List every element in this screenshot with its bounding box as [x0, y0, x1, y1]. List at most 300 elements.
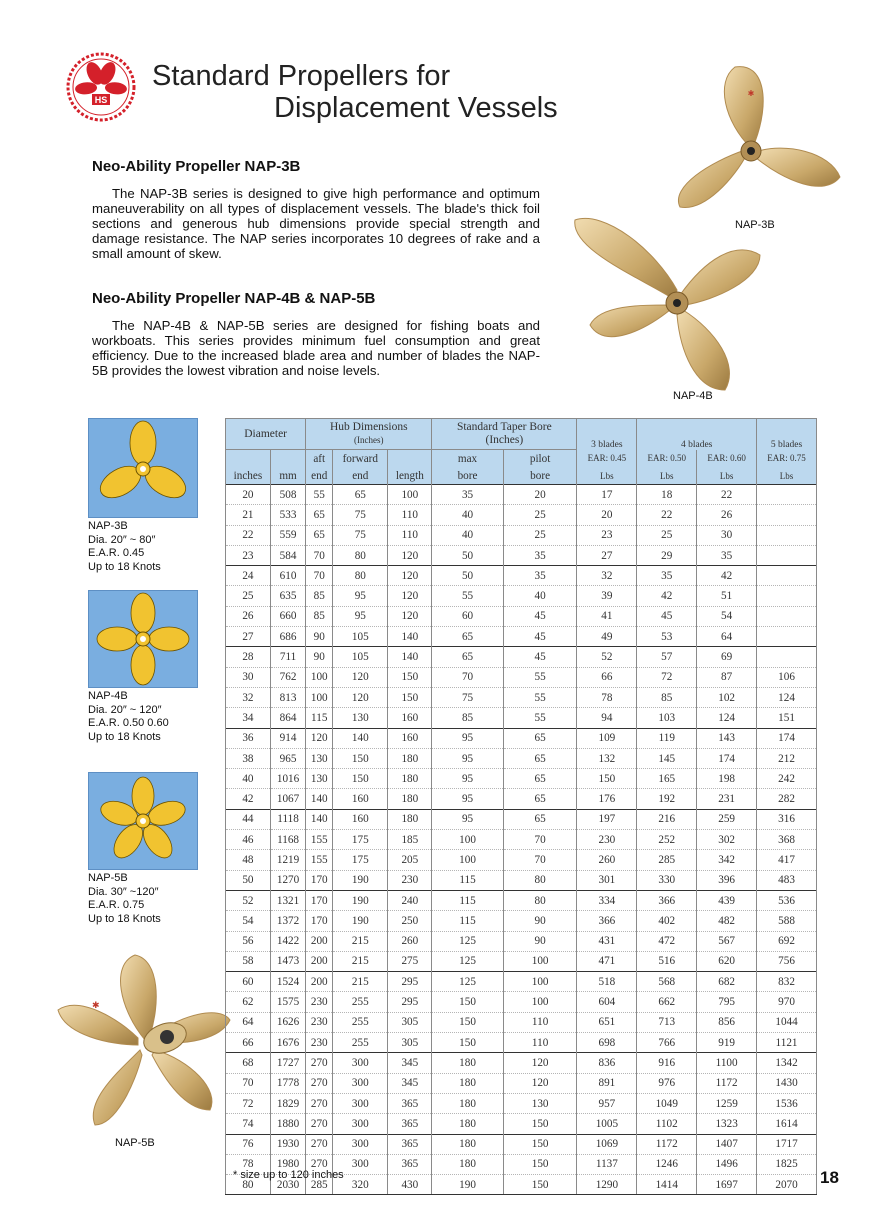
table-cell: 242 — [757, 769, 817, 789]
table-cell: 25 — [503, 505, 577, 525]
nap3b-blade-diagram — [88, 418, 198, 518]
table-cell: 64 — [226, 1012, 271, 1032]
table-cell: 124 — [757, 687, 817, 707]
table-cell: 50 — [432, 566, 504, 586]
table-cell — [757, 485, 817, 505]
table-cell: 150 — [388, 687, 432, 707]
table-row — [226, 606, 817, 626]
table-cell: 1172 — [637, 1134, 697, 1154]
table-cell: 1270 — [270, 870, 305, 890]
table-row — [226, 809, 817, 829]
table-cell: 150 — [432, 1033, 504, 1053]
table-cell: 69 — [697, 647, 757, 667]
table-cell: 38 — [226, 748, 271, 768]
table-cell: 165 — [637, 769, 697, 789]
col-unit-9: Lbs — [697, 467, 757, 485]
table-cell: 176 — [577, 789, 637, 809]
table-cell: 130 — [503, 1093, 577, 1113]
table-cell: 1016 — [270, 769, 305, 789]
table-cell: 180 — [388, 748, 432, 768]
table-cell: 78 — [226, 1154, 271, 1174]
table-cell: 100 — [503, 992, 577, 1012]
table-cell: 252 — [637, 830, 697, 850]
table-cell: 27 — [577, 545, 637, 565]
nap5b-spec-ear: E.A.R. 0.75 — [88, 899, 145, 911]
table-cell: 170 — [306, 870, 333, 890]
table-row — [226, 647, 817, 667]
table-cell: 250 — [388, 911, 432, 931]
table-cell: 18 — [637, 485, 697, 505]
nap4b-spec-name: NAP-4B — [88, 690, 128, 702]
table-cell: 140 — [388, 647, 432, 667]
table-cell: 45 — [503, 647, 577, 667]
table-cell: 150 — [388, 667, 432, 687]
table-cell: 50 — [226, 870, 271, 890]
table-cell: 23 — [577, 525, 637, 545]
table-cell: 21 — [226, 505, 271, 525]
table-cell: 1290 — [577, 1175, 637, 1195]
nap5b-blade-diagram — [88, 772, 198, 870]
table-cell: 402 — [637, 911, 697, 931]
table-cell: 285 — [637, 850, 697, 870]
col-ear-075: EAR: 0.75 — [757, 450, 817, 468]
table-cell: 180 — [432, 1093, 504, 1113]
table-cell: 1422 — [270, 931, 305, 951]
table-cell: 150 — [503, 1114, 577, 1134]
table-cell: 45 — [503, 627, 577, 647]
table-cell: 651 — [577, 1012, 637, 1032]
table-row — [226, 1093, 817, 1113]
table-cell: 90 — [503, 911, 577, 931]
table-cell: 957 — [577, 1093, 637, 1113]
table-cell: 58 — [226, 951, 271, 971]
table-cell: 120 — [333, 687, 388, 707]
table-cell: 145 — [637, 748, 697, 768]
table-cell: 604 — [577, 992, 637, 1012]
table-cell: 1005 — [577, 1114, 637, 1134]
table-cell: 1168 — [270, 830, 305, 850]
table-cell: 109 — [577, 728, 637, 748]
table-cell: 698 — [577, 1033, 637, 1053]
table-cell: 919 — [697, 1033, 757, 1053]
table-row — [226, 505, 817, 525]
table-row — [226, 830, 817, 850]
table-cell: 60 — [432, 606, 504, 626]
nap4b-spec-speed: Up to 18 Knots — [88, 730, 161, 743]
table-cell: 270 — [306, 1114, 333, 1134]
table-cell: 856 — [697, 1012, 757, 1032]
table-cell: 160 — [388, 728, 432, 748]
table-cell: 26 — [697, 505, 757, 525]
table-cell: 439 — [697, 890, 757, 910]
col-group-hub-unit: (Inches) — [354, 435, 384, 445]
col-max: max — [432, 450, 504, 468]
nap4b-spec-ear: E.A.R. 0.50 0.60 — [88, 717, 169, 729]
table-cell: 345 — [388, 1053, 432, 1073]
nap4b-spec-dia: Dia. 20″ ~ 120″ — [88, 703, 162, 716]
table-cell — [757, 627, 817, 647]
table-cell: 483 — [757, 870, 817, 890]
table-cell: 76 — [226, 1134, 271, 1154]
table-cell: 1246 — [637, 1154, 697, 1174]
table-cell: 965 — [270, 748, 305, 768]
table-cell — [757, 545, 817, 565]
table-cell: 36 — [226, 728, 271, 748]
table-cell: 190 — [333, 911, 388, 931]
table-cell: 27 — [226, 627, 271, 647]
table-cell: 192 — [637, 789, 697, 809]
table-cell: 28 — [226, 647, 271, 667]
table-cell: 1044 — [757, 1012, 817, 1032]
svg-text:✱: ✱ — [92, 1000, 100, 1010]
col-unit-8: Lbs — [637, 467, 697, 485]
table-cell: 100 — [503, 951, 577, 971]
table-cell: 295 — [388, 992, 432, 1012]
table-cell: 180 — [432, 1053, 504, 1073]
table-cell: 125 — [432, 972, 504, 992]
table-cell: 120 — [503, 1053, 577, 1073]
table-cell: 365 — [388, 1134, 432, 1154]
table-cell: 72 — [226, 1093, 271, 1113]
table-cell: 301 — [577, 870, 637, 890]
table-cell: 75 — [333, 505, 388, 525]
table-cell: 124 — [697, 708, 757, 728]
table-cell: 231 — [697, 789, 757, 809]
col-group-3-blades: 3 blades — [577, 419, 637, 450]
table-cell: 1321 — [270, 890, 305, 910]
table-cell: 1676 — [270, 1033, 305, 1053]
table-cell: 916 — [637, 1053, 697, 1073]
table-cell: 200 — [306, 931, 333, 951]
col-ear-050: EAR: 0.50 — [637, 450, 697, 468]
table-cell: 533 — [270, 505, 305, 525]
table-cell: 52 — [577, 647, 637, 667]
propeller-spec-table — [225, 418, 817, 1195]
table-cell: 1536 — [757, 1093, 817, 1113]
nap3b-spec-ear: E.A.R. 0.45 — [88, 547, 145, 559]
table-cell: 1496 — [697, 1154, 757, 1174]
table-cell: 197 — [577, 809, 637, 829]
table-cell: 80 — [333, 566, 388, 586]
table-cell: 85 — [306, 586, 333, 606]
table-cell: 174 — [757, 728, 817, 748]
table-cell: 70 — [432, 667, 504, 687]
table-cell: 78 — [577, 687, 637, 707]
table-cell: 255 — [333, 1012, 388, 1032]
table-cell: 1697 — [697, 1175, 757, 1195]
nap5b-photo-label: NAP-5B — [115, 1137, 155, 1149]
table-cell: 150 — [577, 769, 637, 789]
table-row — [226, 992, 817, 1012]
nap3b-spec — [88, 520, 161, 574]
table-row — [226, 586, 817, 606]
table-cell: 1219 — [270, 850, 305, 870]
table-cell — [757, 505, 817, 525]
table-cell: 170 — [306, 890, 333, 910]
table-cell: 430 — [388, 1175, 432, 1195]
table-cell: 198 — [697, 769, 757, 789]
table-cell: 95 — [432, 809, 504, 829]
table-cell: 46 — [226, 830, 271, 850]
table-cell: 105 — [333, 627, 388, 647]
table-cell: 836 — [577, 1053, 637, 1073]
table-cell: 150 — [432, 1012, 504, 1032]
table-cell: 1980 — [270, 1154, 305, 1174]
table-cell: 41 — [577, 606, 637, 626]
table-cell: 180 — [432, 1134, 504, 1154]
table-cell: 472 — [637, 931, 697, 951]
table-cell: 396 — [697, 870, 757, 890]
table-cell: 45 — [503, 606, 577, 626]
table-cell: 68 — [226, 1053, 271, 1073]
table-row — [226, 1114, 817, 1134]
table-cell: 2030 — [270, 1175, 305, 1195]
table-cell: 660 — [270, 606, 305, 626]
table-cell: 55 — [306, 485, 333, 505]
table-row — [226, 870, 817, 890]
table-cell: 25 — [503, 525, 577, 545]
table-cell: 65 — [333, 485, 388, 505]
table-cell: 70 — [503, 830, 577, 850]
table-cell: 120 — [388, 586, 432, 606]
table-cell: 762 — [270, 667, 305, 687]
table-cell: 65 — [503, 748, 577, 768]
table-cell: 100 — [503, 972, 577, 992]
col-unit-7: Lbs — [577, 467, 637, 485]
table-cell: 80 — [503, 890, 577, 910]
table-cell: 22 — [697, 485, 757, 505]
table-cell: 95 — [432, 789, 504, 809]
table-cell: 1626 — [270, 1012, 305, 1032]
table-cell: 180 — [432, 1073, 504, 1093]
table-cell: 150 — [333, 748, 388, 768]
table-cell: 132 — [577, 748, 637, 768]
nap3b-spec-name: NAP-3B — [88, 520, 128, 532]
table-cell: 180 — [388, 769, 432, 789]
table-cell: 320 — [333, 1175, 388, 1195]
nap5b-spec — [88, 872, 161, 926]
table-cell: 35 — [637, 566, 697, 586]
table-cell: 200 — [306, 951, 333, 971]
table-cell: 140 — [388, 627, 432, 647]
table-cell: 1614 — [757, 1114, 817, 1134]
table-cell: 366 — [637, 890, 697, 910]
table-cell: 140 — [306, 809, 333, 829]
table-row — [226, 1033, 817, 1053]
table-cell: 686 — [270, 627, 305, 647]
table-cell: 300 — [333, 1154, 388, 1174]
table-cell: 30 — [697, 525, 757, 545]
nap3b-photo-label: NAP-3B — [735, 219, 775, 231]
table-cell: 1575 — [270, 992, 305, 1012]
table-cell: 365 — [388, 1114, 432, 1134]
table-cell: 42 — [697, 566, 757, 586]
table-cell: 115 — [306, 708, 333, 728]
table-cell: 584 — [270, 545, 305, 565]
table-cell: 215 — [333, 951, 388, 971]
table-cell: 1473 — [270, 951, 305, 971]
table-row — [226, 525, 817, 545]
table-cell: 345 — [388, 1073, 432, 1093]
table-cell: 1372 — [270, 911, 305, 931]
table-cell: 70 — [306, 566, 333, 586]
table-cell: 518 — [577, 972, 637, 992]
table-cell: 17 — [577, 485, 637, 505]
table-cell: 40 — [432, 525, 504, 545]
table-cell: 1100 — [697, 1053, 757, 1073]
table-cell: 230 — [306, 992, 333, 1012]
nap5b-spec-speed: Up to 18 Knots — [88, 912, 161, 925]
table-cell: 300 — [333, 1053, 388, 1073]
table-cell: 90 — [306, 627, 333, 647]
table-cell: 302 — [697, 830, 757, 850]
table-cell: 30 — [226, 667, 271, 687]
table-cell: 368 — [757, 830, 817, 850]
table-cell: 1102 — [637, 1114, 697, 1134]
table-cell: 891 — [577, 1073, 637, 1093]
table-cell: 255 — [333, 992, 388, 1012]
table-cell — [757, 647, 817, 667]
table-cell: 110 — [388, 525, 432, 545]
table-cell: 66 — [226, 1033, 271, 1053]
table-cell: 1778 — [270, 1073, 305, 1093]
col-group-bore — [432, 419, 577, 450]
table-cell: 75 — [432, 687, 504, 707]
table-row — [226, 931, 817, 951]
table-cell: 795 — [697, 992, 757, 1012]
nap3b-spec-speed: Up to 18 Knots — [88, 560, 161, 573]
table-cell: 160 — [333, 809, 388, 829]
table-cell: 536 — [757, 890, 817, 910]
col-aft: aft — [306, 450, 333, 468]
col-forward: forward — [333, 450, 388, 468]
table-cell: 119 — [637, 728, 697, 748]
table-cell: 130 — [306, 769, 333, 789]
table-cell: 85 — [306, 606, 333, 626]
table-cell: 1121 — [757, 1033, 817, 1053]
table-cell: 95 — [432, 748, 504, 768]
table-cell: 316 — [757, 809, 817, 829]
table-row — [226, 627, 817, 647]
table-cell: 130 — [333, 708, 388, 728]
table-cell: 20 — [577, 505, 637, 525]
table-cell — [757, 525, 817, 545]
table-cell: 65 — [503, 769, 577, 789]
table-cell: 813 — [270, 687, 305, 707]
table-cell: 180 — [432, 1154, 504, 1174]
col-ear-060: EAR: 0.60 — [697, 450, 757, 468]
table-cell: 295 — [388, 972, 432, 992]
table-cell: 22 — [637, 505, 697, 525]
footnote: * size up to 120 inches — [233, 1169, 344, 1181]
table-cell: 240 — [388, 890, 432, 910]
table-cell: 100 — [306, 667, 333, 687]
col-unit-3: end — [333, 467, 388, 485]
table-cell: 80 — [333, 545, 388, 565]
table-cell: 1880 — [270, 1114, 305, 1134]
table-cell: 70 — [503, 850, 577, 870]
col-unit-4: length — [388, 467, 432, 485]
table-cell — [757, 586, 817, 606]
table-cell: 832 — [757, 972, 817, 992]
table-cell: 66 — [577, 667, 637, 687]
table-cell: 635 — [270, 586, 305, 606]
table-cell: 39 — [577, 586, 637, 606]
col-group-5-blades: 5 blades — [757, 419, 817, 450]
table-cell: 130 — [306, 748, 333, 768]
table-cell: 51 — [697, 586, 757, 606]
table-cell: 24 — [226, 566, 271, 586]
table-cell: 300 — [333, 1073, 388, 1093]
table-cell: 22 — [226, 525, 271, 545]
page-title-line1: Standard Propellers for — [152, 60, 451, 92]
col-unit-1: mm — [270, 467, 305, 485]
table-cell: 334 — [577, 890, 637, 910]
table-cell: 610 — [270, 566, 305, 586]
table-cell: 864 — [270, 708, 305, 728]
table-row — [226, 728, 817, 748]
table-cell: 95 — [432, 728, 504, 748]
hs-logo — [66, 52, 136, 122]
table-cell: 143 — [697, 728, 757, 748]
table-cell: 140 — [333, 728, 388, 748]
table-cell: 174 — [697, 748, 757, 768]
table-cell: 105 — [333, 647, 388, 667]
table-cell: 766 — [637, 1033, 697, 1053]
table-cell: 85 — [637, 687, 697, 707]
table-cell: 260 — [577, 850, 637, 870]
table-cell: 54 — [697, 606, 757, 626]
table-cell: 976 — [637, 1073, 697, 1093]
table-cell: 508 — [270, 485, 305, 505]
table-cell: 42 — [226, 789, 271, 809]
table-cell: 55 — [432, 586, 504, 606]
table-cell: 215 — [333, 972, 388, 992]
table-cell: 44 — [226, 809, 271, 829]
table-cell: 516 — [637, 951, 697, 971]
table-cell: 20 — [503, 485, 577, 505]
table-cell: 1118 — [270, 809, 305, 829]
table-cell — [757, 606, 817, 626]
nap5b-spec-name: NAP-5B — [88, 872, 128, 884]
table-cell: 55 — [503, 667, 577, 687]
nap3b-propeller-photo — [655, 62, 845, 222]
table-row — [226, 1012, 817, 1032]
col-pilot: pilot — [503, 450, 577, 468]
table-cell: 65 — [432, 627, 504, 647]
table-cell: 100 — [306, 687, 333, 707]
table-cell: 35 — [432, 485, 504, 505]
table-row — [226, 748, 817, 768]
table-row — [226, 667, 817, 687]
table-cell: 42 — [637, 586, 697, 606]
col-unit-5: bore — [432, 467, 504, 485]
table-cell: 150 — [432, 992, 504, 1012]
table-cell: 34 — [226, 708, 271, 728]
section-heading-nap3b: Neo-Ability Propeller NAP-3B — [92, 158, 301, 175]
table-cell: 180 — [432, 1114, 504, 1134]
table-cell: 74 — [226, 1114, 271, 1134]
table-cell: 35 — [697, 545, 757, 565]
table-cell: 57 — [637, 647, 697, 667]
table-cell: 230 — [388, 870, 432, 890]
table-cell: 1407 — [697, 1134, 757, 1154]
table-cell: 175 — [333, 850, 388, 870]
table-cell — [757, 566, 817, 586]
table-cell: 150 — [503, 1175, 577, 1195]
table-cell: 230 — [306, 1033, 333, 1053]
table-cell: 115 — [432, 870, 504, 890]
